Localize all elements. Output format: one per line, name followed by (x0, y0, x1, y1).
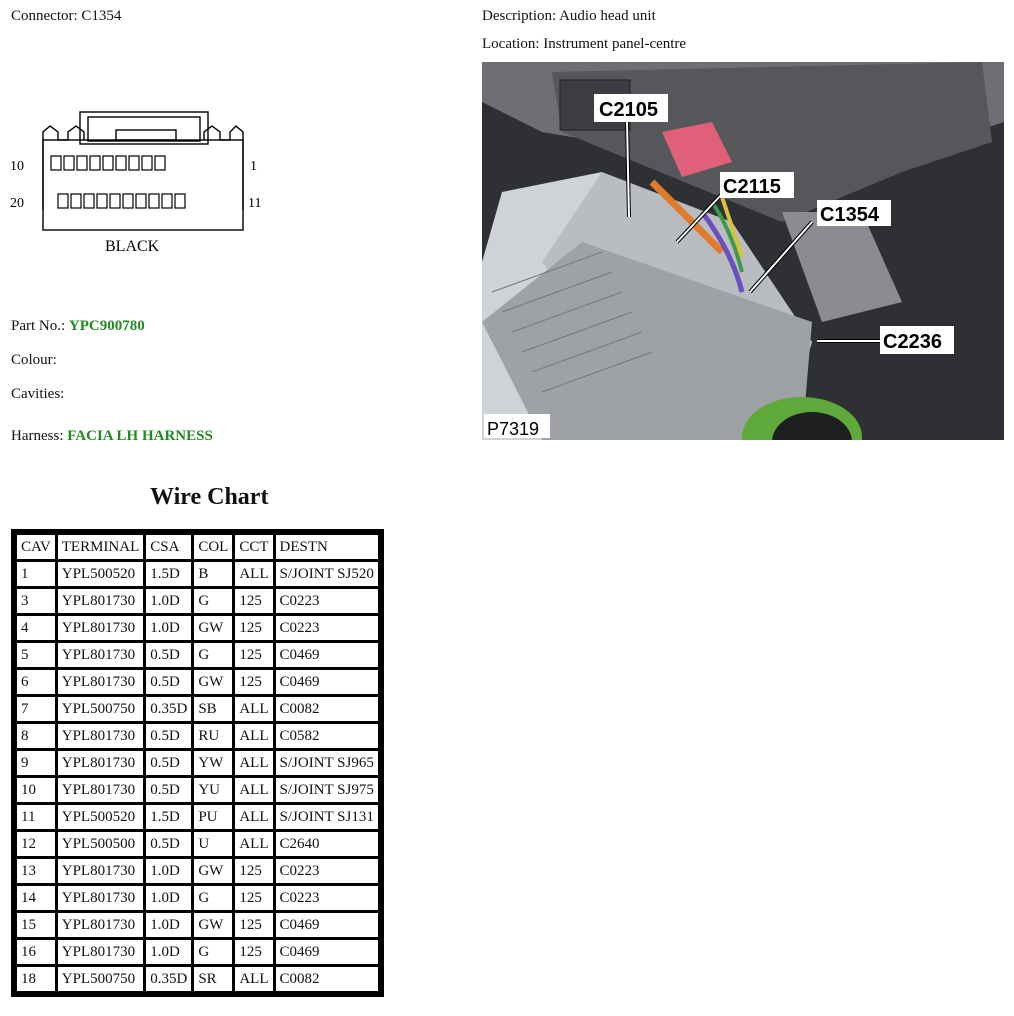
table-row (17, 670, 378, 694)
table-cell-terminal: YPL500520 (58, 562, 144, 586)
table-cell-col: GW (194, 859, 232, 883)
table-cell-cav: 7 (17, 697, 55, 721)
colour-field (11, 352, 57, 369)
table-cell-destn: C0223 (276, 859, 378, 883)
table-row (17, 562, 378, 586)
column-header-cav: CAV (17, 535, 55, 559)
wire-chart-header-row (17, 535, 378, 559)
harness-field (11, 428, 213, 445)
table-cell-destn: C0223 (276, 589, 378, 613)
table-cell-cav: 6 (17, 670, 55, 694)
table-cell-col: PU (194, 805, 232, 829)
column-header-cct: CCT (235, 535, 272, 559)
callout-c2236: C2236 (883, 331, 942, 353)
table-cell-destn: C0469 (276, 940, 378, 964)
table-row (17, 778, 378, 802)
connector-pin-cavity (90, 156, 100, 170)
table-cell-terminal: YPL801730 (58, 643, 144, 667)
harness-value: FACIA LH HARNESS (67, 428, 213, 444)
table-cell-cav: 1 (17, 562, 55, 586)
table-cell-cct: ALL (235, 562, 272, 586)
table-cell-csa: 1.0D (146, 886, 191, 910)
connector-pin-cavity (110, 194, 120, 208)
connector-pin-cavity (129, 156, 139, 170)
part-number-field (11, 318, 145, 335)
table-cell-cav: 3 (17, 589, 55, 613)
table-cell-cav: 13 (17, 859, 55, 883)
table-cell-cct: ALL (235, 751, 272, 775)
table-cell-csa: 0.35D (146, 967, 191, 991)
table-cell-csa: 0.5D (146, 778, 191, 802)
table-cell-terminal: YPL500520 (58, 805, 144, 829)
table-cell-cav: 14 (17, 886, 55, 910)
table-cell-cav: 10 (17, 778, 55, 802)
callout-c1354: C1354 (820, 204, 879, 226)
table-cell-terminal: YPL801730 (58, 913, 144, 937)
table-cell-col: G (194, 643, 232, 667)
table-cell-destn: S/JOINT SJ131 (276, 805, 378, 829)
table-cell-cav: 18 (17, 967, 55, 991)
connector-pin-cavity (97, 194, 107, 208)
harness-label: Harness: (11, 428, 64, 444)
table-row (17, 589, 378, 613)
connector-pin-cavity (103, 156, 113, 170)
table-cell-col: G (194, 886, 232, 910)
table-cell-col: U (194, 832, 232, 856)
table-cell-col: SR (194, 967, 232, 991)
table-cell-cct: ALL (235, 778, 272, 802)
column-header-destn: DESTN (276, 535, 378, 559)
table-cell-col: G (194, 940, 232, 964)
table-cell-destn: C0469 (276, 670, 378, 694)
table-cell-terminal: YPL801730 (58, 859, 144, 883)
location-photo (482, 62, 1004, 440)
cavities-label: Cavities: (11, 386, 65, 402)
table-cell-col: B (194, 562, 232, 586)
table-cell-csa: 0.5D (146, 670, 191, 694)
part-number-value: YPC900780 (68, 318, 145, 334)
table-cell-destn: C0082 (276, 967, 378, 991)
table-row (17, 886, 378, 910)
connector-pin-cavity (155, 156, 165, 170)
callout-c2115: C2115 (723, 176, 781, 198)
table-cell-terminal: YPL801730 (58, 940, 144, 964)
table-row (17, 751, 378, 775)
connector-colour-label: BLACK (105, 238, 160, 255)
table-cell-csa: 0.5D (146, 724, 191, 748)
table-cell-cav: 11 (17, 805, 55, 829)
table-cell-destn: S/JOINT SJ520 (276, 562, 378, 586)
table-cell-col: GW (194, 913, 232, 937)
table-cell-destn: S/JOINT SJ965 (276, 751, 378, 775)
table-cell-cct: 125 (235, 643, 272, 667)
table-cell-csa: 0.5D (146, 832, 191, 856)
connector-field (11, 8, 121, 25)
table-cell-cct: 125 (235, 616, 272, 640)
table-cell-cav: 8 (17, 724, 55, 748)
table-cell-cct: 125 (235, 859, 272, 883)
table-cell-terminal: YPL801730 (58, 724, 144, 748)
table-cell-csa: 0.5D (146, 751, 191, 775)
table-cell-destn: C0223 (276, 616, 378, 640)
description-field (482, 8, 656, 25)
table-cell-destn: S/JOINT SJ975 (276, 778, 378, 802)
table-cell-cct: ALL (235, 832, 272, 856)
connector-pin-cavity (64, 156, 74, 170)
table-row (17, 697, 378, 721)
pin-label-11: 11 (248, 196, 262, 211)
table-cell-destn: C0469 (276, 643, 378, 667)
pin-label-20: 20 (10, 196, 24, 211)
table-cell-terminal: YPL500500 (58, 832, 144, 856)
table-cell-csa: 1.0D (146, 589, 191, 613)
wire-chart-table (11, 529, 384, 997)
column-header-csa: CSA (146, 535, 191, 559)
cavities-field (11, 386, 64, 403)
table-cell-cct: ALL (235, 697, 272, 721)
column-header-col: COL (194, 535, 232, 559)
photo-reference: P7319 (487, 419, 540, 439)
table-cell-csa: 1.5D (146, 805, 191, 829)
table-row (17, 805, 378, 829)
table-cell-terminal: YPL801730 (58, 589, 144, 613)
table-cell-cav: 5 (17, 643, 55, 667)
location-field (482, 36, 686, 53)
table-cell-cct: ALL (235, 967, 272, 991)
table-row (17, 967, 378, 991)
table-cell-csa: 1.0D (146, 913, 191, 937)
connector-pin-cavity (116, 156, 126, 170)
table-row (17, 724, 378, 748)
connector-pin-cavity (123, 194, 133, 208)
location-photo-illustration (482, 62, 1004, 440)
table-cell-cct: ALL (235, 724, 272, 748)
table-cell-col: GW (194, 616, 232, 640)
table-cell-csa: 1.0D (146, 859, 191, 883)
table-cell-terminal: YPL801730 (58, 616, 144, 640)
table-cell-col: RU (194, 724, 232, 748)
colour-label: Colour: (11, 352, 57, 368)
connector-pin-cavity (77, 156, 87, 170)
table-cell-cct: 125 (235, 913, 272, 937)
table-cell-col: SB (194, 697, 232, 721)
table-row (17, 616, 378, 640)
table-cell-destn: C0582 (276, 724, 378, 748)
table-cell-terminal: YPL801730 (58, 778, 144, 802)
table-cell-csa: 1.0D (146, 940, 191, 964)
connector-face-diagram (8, 110, 270, 260)
table-cell-cct: ALL (235, 805, 272, 829)
connector-pin-cavity (84, 194, 94, 208)
location-value: Instrument panel-centre (543, 36, 687, 52)
connector-pin-cavity (142, 156, 152, 170)
table-cell-cav: 4 (17, 616, 55, 640)
table-cell-cct: 125 (235, 940, 272, 964)
table-cell-destn: C0469 (276, 913, 378, 937)
part-number-label: Part No.: (11, 318, 66, 334)
table-cell-cav: 9 (17, 751, 55, 775)
location-label: Location: (482, 36, 540, 52)
table-row (17, 643, 378, 667)
pin-label-10: 10 (10, 159, 24, 174)
connector-pin-cavity (149, 194, 159, 208)
description-value: Audio head unit (559, 8, 656, 24)
table-cell-cct: 125 (235, 670, 272, 694)
table-cell-cav: 15 (17, 913, 55, 937)
table-row (17, 859, 378, 883)
table-row (17, 913, 378, 937)
table-cell-destn: C0082 (276, 697, 378, 721)
pin-label-1: 1 (250, 159, 257, 174)
table-row (17, 832, 378, 856)
callout-c2105: C2105 (599, 99, 658, 121)
connector-label: Connector: (11, 8, 78, 24)
connector-pin-cavity (175, 194, 185, 208)
connector-pin-cavity (58, 194, 68, 208)
table-cell-csa: 0.35D (146, 697, 191, 721)
table-cell-csa: 0.5D (146, 643, 191, 667)
table-cell-cct: 125 (235, 589, 272, 613)
connector-pin-cavity (162, 194, 172, 208)
table-cell-destn: C2640 (276, 832, 378, 856)
connector-pin-cavity (51, 156, 61, 170)
table-cell-terminal: YPL801730 (58, 751, 144, 775)
table-cell-col: GW (194, 670, 232, 694)
connector-pin-cavity (71, 194, 81, 208)
table-cell-destn: C0223 (276, 886, 378, 910)
table-cell-csa: 1.0D (146, 616, 191, 640)
table-cell-col: YW (194, 751, 232, 775)
description-label: Description: (482, 8, 557, 24)
column-header-terminal: TERMINAL (58, 535, 144, 559)
connector-pin-cavity (136, 194, 146, 208)
connector-value: C1354 (81, 8, 122, 24)
table-cell-col: G (194, 589, 232, 613)
table-cell-terminal: YPL500750 (58, 697, 144, 721)
table-row (17, 940, 378, 964)
table-cell-cct: 125 (235, 886, 272, 910)
table-cell-terminal: YPL801730 (58, 670, 144, 694)
wire-chart-title: Wire Chart (150, 484, 269, 510)
table-cell-terminal: YPL500750 (58, 967, 144, 991)
table-cell-cav: 12 (17, 832, 55, 856)
table-cell-terminal: YPL801730 (58, 886, 144, 910)
wire-chart-body (17, 562, 378, 991)
table-cell-csa: 1.5D (146, 562, 191, 586)
table-cell-cav: 16 (17, 940, 55, 964)
table-cell-col: YU (194, 778, 232, 802)
